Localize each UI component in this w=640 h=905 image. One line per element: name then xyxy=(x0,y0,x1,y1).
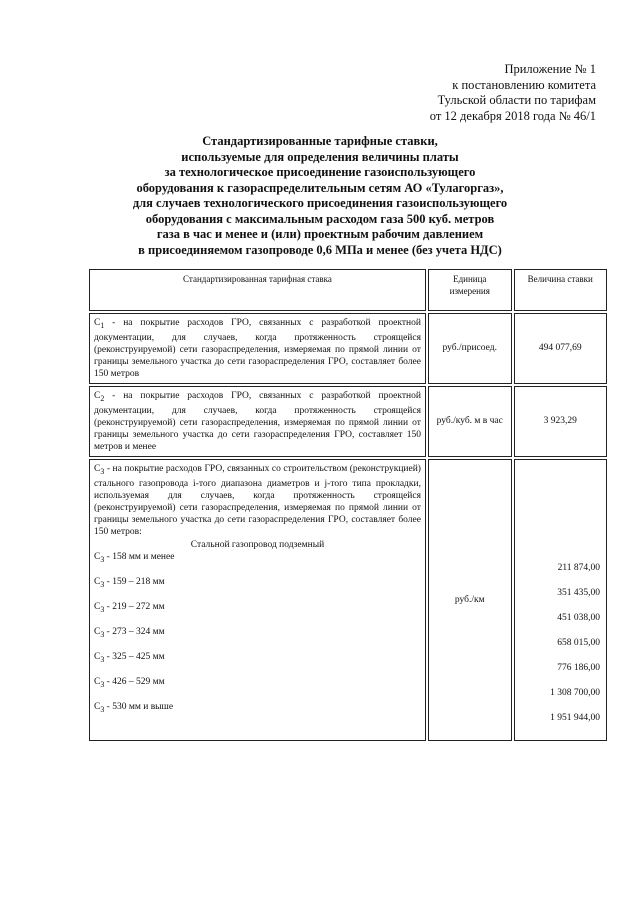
title-line: за технологическое присоединение газоиспользующего xyxy=(164,165,476,179)
appendix-line-2: к постановлению комитета xyxy=(452,77,596,92)
title-line: оборудования с максимальным расходом газа 500 куб. метров xyxy=(145,211,495,226)
appendix-line-1: Приложение № 1 xyxy=(504,62,596,76)
pipe-range: $С_3 - 219 - 272$ мм xyxy=(94,601,165,614)
pipeline-subheader: Стальной газопровод подземный xyxy=(190,539,325,550)
pipe-range: $С_3 - 158$ мм и менее xyxy=(94,551,175,564)
pipe-value: 658 015,00 xyxy=(557,637,600,648)
rate-text: - на покрытие расходов ГРО, связанных со строительством (реконструкцией) стального газопровода i-того диапазона диаметров и j-того типа прокладки, используемая для случаев, когда протяженность строящейся (реконструируемой) сети газораспределения, измеряемая по прямой линии от границы земельного участка до сети газораспределения ГРО, составляет более 150 метров: xyxy=(94,463,421,537)
rate-text: - на покрытие расходов ГРО, связанных с разработкой проектной документации, для случаев, когда протяженность строящейся (реконструируемой) сети газораспределения, измеряемая по прямой линии от границы земельного участка до сети газораспределения ГРО, составляет 150 метров и менее xyxy=(94,390,421,452)
pipe-value: 776 186,00 xyxy=(557,662,600,673)
appendix-line-3: Тульской области по тарифам xyxy=(437,93,596,107)
pipe-value: 351 435,00 xyxy=(557,587,600,598)
rate-subscript: 2 xyxy=(100,393,105,403)
table-header-row xyxy=(89,269,607,311)
rate-symbol: С xyxy=(94,318,101,328)
pipe-value: 1 951 944,00 xyxy=(550,712,600,723)
title-line: газа в час и менее и (или) проектным рабочим давлением xyxy=(156,227,484,241)
table-row xyxy=(89,459,607,741)
title-line: используемые для определения величины платы xyxy=(181,149,459,164)
title-line: для случаев технологического присоединения газоиспользующего xyxy=(132,196,508,210)
rate-description xyxy=(89,313,426,384)
appendix-line-4: от 12 декабря 2018 года № 46/1 xyxy=(429,108,596,123)
rate-symbol: С xyxy=(94,390,101,401)
rate-value: 494 077,69 xyxy=(514,313,607,384)
rate-description xyxy=(89,459,426,741)
pipe-value: 211 874,00 xyxy=(557,562,600,573)
rate-unit: руб./присоед. xyxy=(428,313,512,384)
title-line: в присоединяемом газопроводе 0,6 МПа и менее (без учета НДС) xyxy=(138,242,502,257)
header-value: Величина ставки xyxy=(514,269,607,311)
tariff-table xyxy=(87,267,609,743)
header-unit: Единица измерения xyxy=(428,269,512,311)
pipe-value: 451 038,00 xyxy=(557,612,600,623)
rate-symbol: С xyxy=(94,463,101,474)
rate-unit: руб./куб. м в час xyxy=(428,386,512,457)
pipe-value: 1 308 700,00 xyxy=(550,687,600,698)
title-line: Стандартизированные тарифные ставки, xyxy=(202,134,438,148)
pipe-range: $С_3 - 426 - 529$ мм xyxy=(94,676,165,689)
appendix-block xyxy=(336,62,596,124)
rate-values xyxy=(514,459,607,741)
table-row xyxy=(89,386,607,457)
pipe-range: $С_3 - 530$ мм и выше xyxy=(94,701,174,714)
spacer xyxy=(519,463,602,562)
rate-unit: руб./км xyxy=(428,459,512,741)
table-row xyxy=(89,313,607,384)
rate-text: - на покрытие расходов ГРО, связанных с разработкой проектной документации, для случаев, когда протяженность строящейся (реконструируемой) сети газораспределения, измеряемая по прямой линии от границы земельного участка до сети газораспределения ГРО, составляет более 150 метров xyxy=(94,318,421,379)
title-line: оборудования к газораспределительным сетям АО «Тулагоргаз», xyxy=(136,180,504,195)
header-rate: Стандартизированная тарифная ставка xyxy=(89,269,426,311)
rate-subscript: 3 xyxy=(100,466,105,476)
document-title xyxy=(90,134,550,258)
rate-value: 3 923,29 xyxy=(514,386,607,457)
pipe-range: $С_3 - 273 - 324$ мм xyxy=(94,626,165,639)
pipe-range: $С_3 - 325 - 425$ мм xyxy=(94,651,165,664)
rate-subscript: 1 xyxy=(100,320,105,330)
pipe-range: $С_3 - 159 - 218$ мм xyxy=(94,576,165,589)
rate-description xyxy=(89,386,426,457)
